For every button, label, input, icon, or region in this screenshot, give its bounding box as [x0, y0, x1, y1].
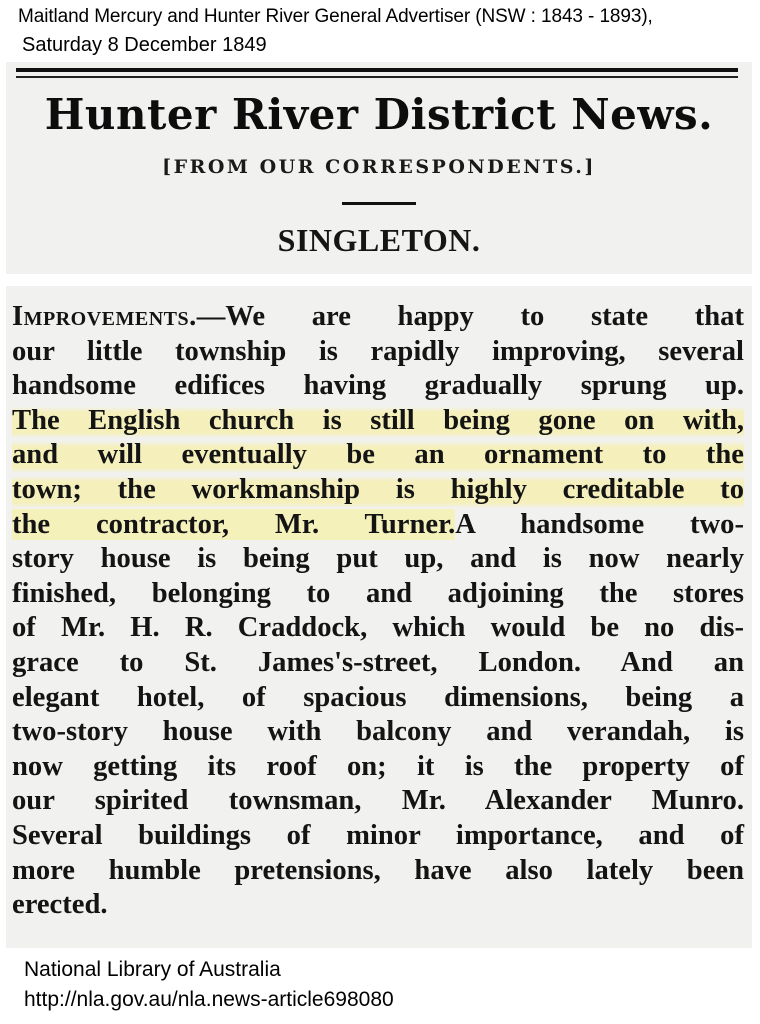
top-thin-rule — [16, 76, 738, 78]
article-line: now getting its roof on; it is the property of — [12, 750, 744, 782]
article-body — [12, 300, 744, 923]
article-line: the contractor, Mr. Turner.A handsome two- — [12, 508, 744, 540]
article-line-highlighted: The English church is still being gone on with, — [12, 404, 744, 439]
article-highlight-fragment: the contractor, Mr. Turner. — [12, 508, 456, 540]
article-line: our little township is rapidly improving, several — [12, 335, 744, 367]
article-lead: Improvements. — [12, 301, 197, 332]
article-line: elegant hotel, of spacious dimensions, being a — [12, 681, 744, 713]
citation-date: Saturday 8 December 1849 — [22, 34, 267, 56]
article-line: handsome edifices having gradually sprung up. — [12, 370, 744, 402]
article-line: two-story house with balcony and verandah, is — [12, 716, 744, 748]
article-line-highlighted: town; the workmanship is highly creditable to — [12, 473, 744, 508]
credit-url: http://nla.gov.au/nla.news-article698080 — [24, 988, 394, 1011]
article-clipping — [6, 286, 752, 948]
article-line: more humble pretensions, have also lately been — [12, 854, 744, 886]
article-line: erected. — [12, 889, 108, 921]
newspaper-header-clipping — [6, 62, 752, 274]
article-line: finished, belonging to and adjoining the stores — [12, 577, 744, 609]
place-heading: SINGLETON. — [277, 222, 481, 258]
article-line-highlighted: and will eventually be an ornament to the — [12, 438, 744, 473]
article-line: of Mr. H. R. Craddock, which would be no dis- — [12, 612, 744, 644]
article-line: grace to St. James's-street, London. And an — [12, 646, 744, 678]
correspondents-subhead: [FROM OUR CORRESPONDENTS.] — [162, 156, 596, 178]
masthead-title: Hunter River District News. — [44, 90, 714, 139]
article-line: story house is being put up, and is now nearly — [12, 543, 744, 575]
citation-source: Maitland Mercury and Hunter River General Advertiser (NSW : 1843 - 1893), — [18, 6, 653, 27]
credit-library: National Library of Australia — [24, 958, 281, 981]
article-line: Improvements.—We are happy to state that — [12, 301, 744, 332]
article-line: our spirited townsman, Mr. Alexander Munro. — [12, 785, 744, 817]
top-double-rule — [16, 68, 738, 72]
article-line: Several buildings of minor importance, and of — [12, 819, 744, 851]
section-divider — [342, 202, 416, 205]
